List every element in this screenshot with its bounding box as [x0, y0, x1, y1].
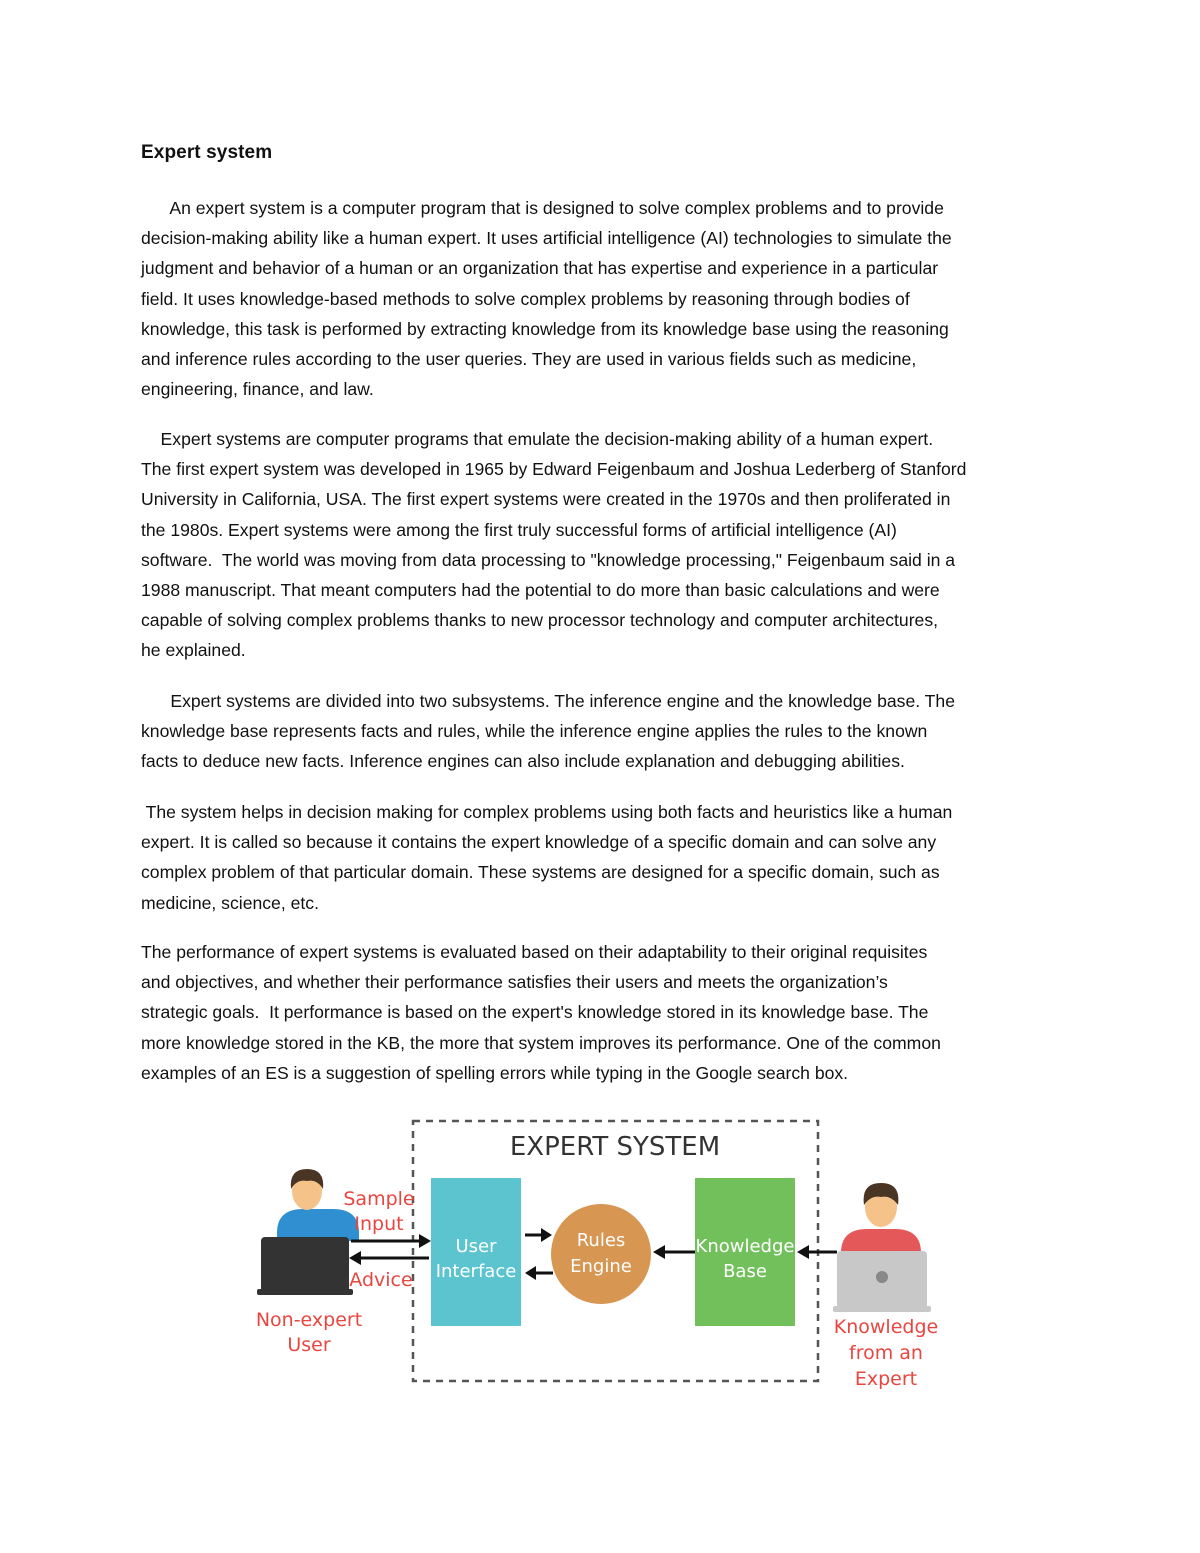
text-line: knowledge, this task is performed by extracting knowledge from its knowledge base using the reasoning: [141, 318, 949, 339]
text-line: and objectives, and whether their performance satisfies their users and meets the organization’s: [141, 972, 888, 993]
diagram-canvas: [255, 1113, 955, 1403]
text-line: field. It uses knowledge-based methods to solve complex problems by reasoning through bodies of: [141, 288, 910, 309]
expert-figure: [833, 1183, 931, 1312]
text-line: The performance of expert systems is evaluated based on their adaptability to their original requisites: [141, 942, 928, 962]
text-line: software. The world was moving from data processing to "knowledge processing," Feigenbaum said in a: [141, 549, 956, 570]
user-interface-label-line1: User: [455, 1236, 497, 1257]
laptop-logo-icon: [876, 1271, 888, 1283]
text-line: strategic goals. It performance is based on the expert's knowledge stored in its knowledge base. The: [141, 1002, 929, 1023]
text-line: facts to deduce new facts. Inference engines can also include explanation and debugging abilities.: [141, 751, 905, 772]
text-line: medicine, science, etc.: [141, 892, 319, 913]
knowledge-from-expert-line3: Expert: [854, 1368, 918, 1390]
laptop-icon: [261, 1237, 349, 1293]
rules-engine-label-line2: Engine: [570, 1256, 632, 1277]
expert-system-diagram: [255, 1113, 955, 1403]
knowledge-base-label-line2: Base: [723, 1261, 767, 1282]
rules-engine-label-line1: Rules: [576, 1230, 626, 1251]
paragraph-3: [141, 686, 1066, 777]
paragraph-5: [141, 937, 1066, 1088]
text-line: 1988 manuscript. That meant computers had the potential to do more than basic calculations and were: [141, 580, 940, 601]
text-line: examples of an ES is a suggestion of spelling errors while typing in the Google search box.: [141, 1062, 849, 1083]
grey-laptop-base: [833, 1306, 931, 1312]
paragraph-2: [141, 424, 1066, 666]
text-line: Expert systems are computer programs that emulate the decision-making ability of a human expert.: [141, 429, 934, 449]
text-line: decision-making ability like a human expert. It uses artificial intelligence (AI) technologies to simulate the: [141, 228, 952, 249]
text-line: expert. It is called so because it contains the expert knowledge of a specific domain and can solve any: [141, 832, 937, 853]
sample-input-label-line2: Input: [354, 1213, 404, 1235]
text-line: The first expert system was developed in 1965 by Edward Feigenbaum and Joshua Lederberg of Stanford: [141, 459, 967, 480]
user-shirt: [277, 1209, 359, 1241]
non-expert-user-label-line2: User: [287, 1334, 331, 1356]
page-title: Expert system: [141, 142, 273, 163]
text-line: knowledge base represents facts and rules, while the inference engine applies the rules to the known: [141, 721, 928, 742]
diagram-title: EXPERT SYSTEM: [509, 1132, 721, 1162]
knowledge-base-label-line1: Knowledge: [695, 1236, 795, 1257]
laptop-base: [257, 1289, 353, 1295]
text-line: more knowledge stored in the KB, the more that system improves its performance. One of the common: [141, 1032, 941, 1053]
paragraph-4: [141, 797, 1066, 918]
arrow-head-icon: [541, 1228, 552, 1242]
text-line: engineering, finance, and law.: [141, 379, 374, 400]
knowledge-from-expert-line2: from an: [849, 1342, 923, 1364]
text-line: University in California, USA. The first expert systems were created in the 1970s and then proliferated in: [141, 489, 951, 510]
sample-input-label-line1: Sample: [343, 1188, 415, 1210]
text-line: An expert system is a computer program that is designed to solve complex problems and to provide: [141, 198, 944, 218]
arrow-head-icon: [419, 1234, 431, 1248]
user-interface-label-line2: Interface: [435, 1261, 517, 1282]
arrow-head-icon: [653, 1245, 665, 1259]
arrow-head-icon: [349, 1251, 361, 1265]
knowledge-from-expert-line1: Knowledge: [833, 1316, 939, 1338]
arrow-head-icon: [525, 1266, 536, 1280]
text-line: judgment and behavior of a human or an organization that has expertise and experience in a particular: [141, 258, 939, 279]
text-line: The system helps in decision making for complex problems using both facts and heuristics like a human: [141, 802, 953, 822]
text-line: the 1980s. Expert systems were among the first truly successful forms of artificial intelligence (AI): [141, 519, 897, 540]
advice-label: Advice: [349, 1269, 413, 1291]
text-line: he explained.: [141, 640, 246, 661]
text-line: and inference rules according to the user queries. They are used in various fields such as medicine,: [141, 349, 917, 370]
paragraph-1: [141, 193, 1066, 404]
text-line: Expert systems are divided into two subsystems. The inference engine and the knowledge base. The: [141, 691, 956, 711]
arrow-head-icon: [797, 1245, 809, 1259]
text-line: complex problem of that particular domain. These systems are designed for a specific domain, such as: [141, 862, 940, 883]
text-line: capable of solving complex problems thanks to new processor technology and computer architectures,: [141, 610, 939, 631]
non-expert-user-label-line1: Non-expert: [255, 1309, 363, 1331]
rules-engine-circle: [551, 1204, 651, 1304]
